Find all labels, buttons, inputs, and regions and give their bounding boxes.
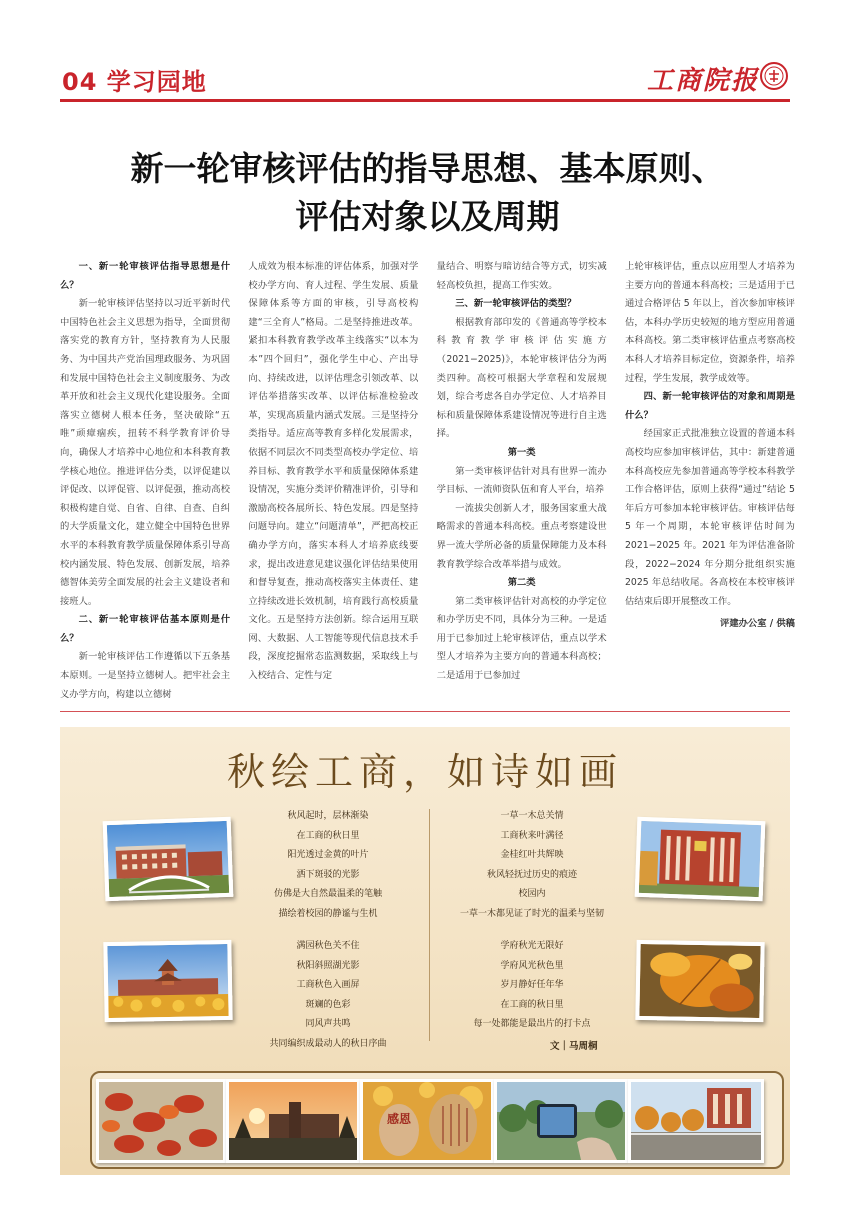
strip-photo-stone-tablet — [360, 1079, 494, 1163]
column-2 — [248, 258, 418, 704]
stone-inscription: 感恩 — [387, 1112, 412, 1126]
poem-line: 秋风起时，层林渐染 — [287, 811, 369, 821]
poem-line: 一草一木总关情 — [500, 811, 564, 821]
paragraph: 经国家正式批准独立设置的普通本科高校均应参加审核评估，其中：新建普通本科高校应先参加普通高等学校本科教学工作合格评估，原则上获得“通过”结论 5 年后方可参加本轮审核评估。审核评估每 5 年一个周期，本轮审核评估时间为 2021−2025 年。2021 年为评估准备阶段，2022−2024 年分期分批组织实施 2025 年总结收尾。各高校在本校审核评估结束后即开展整改工作。 — [624, 428, 795, 607]
poem-line: 每一处都能是最出片的打卡点 — [473, 1019, 591, 1030]
poem-divider — [429, 809, 430, 1041]
title-line-1: 新一轮审核评估的指导思想、基本原则、 — [130, 149, 725, 188]
strip-photo-phone-shot — [494, 1079, 628, 1163]
poem-line: 斑斓的色彩 — [305, 999, 351, 1010]
column-4 — [625, 258, 795, 704]
poem-left-upper — [230, 807, 426, 925]
paragraph: 人成效为根本标准的评估体系，加强对学校办学方向、育人过程、学生发展、质量保障体系等方面的审核，引导高校构建“三全育人”格局。二是坚持推进改革。紧扣本科教育教学改革主线落实“以本为本”四个回归”，强化学生中心、产出导向、持续改进，以评估理念引领改革、以评估举措落实改革、以评估标准检验改革，实现高质量内涵式发展。三是坚持分类指导。适应高等教育多样化发展需求，依据不同层次不同类型高校办学定位、培养目标、教育教学水平和质量保障体系建设情况，实施分类评价精准评价，引导和激励高校各展所长、特色发展。四是坚持问题导向。建立“问题清单”，严把高校正确办学方向，落实本科人才培养底线要求，提出改进意见建议强化评估结果使用和督导复查，推动高校落实主体责任、建立持续改进长效机制，培育践行高校质量文化。五是坚持方法创新。综合运用互联网、大数据、人工智能等现代信息技术手段，深度挖掘常态监测数据，采取线上与入校结合、定性与定 — [248, 261, 419, 682]
poem-line: 秋阳斜照湖光影 — [296, 960, 360, 971]
photo-red-building — [635, 817, 766, 901]
section-divider — [60, 711, 790, 712]
poem-right-upper — [434, 807, 630, 925]
poem-author: 文｜马周桐 — [550, 1041, 598, 1052]
photo-autumn-leaves — [635, 940, 764, 1022]
poem-line: 共同编织成最动人的秋日序曲 — [269, 1038, 387, 1049]
poem-line: 描绘着校园的静谧与生机 — [278, 908, 378, 919]
subheading-type-2: 第二类 — [507, 577, 536, 589]
poem-line: 工商秋来叶满径 — [500, 830, 564, 841]
heading-objects-and-cycle: 四、新一轮审核评估的对象和周期是什么？ — [624, 391, 795, 421]
poem-line: 同风声共鸣 — [305, 1019, 351, 1030]
strip-photo-sunset-campus — [226, 1079, 360, 1163]
poem-line: 金桂红叶共辉映 — [500, 850, 564, 861]
heading-evaluation-types: 三、新一轮审核评估的类型？ — [455, 298, 577, 310]
column-3 — [437, 258, 607, 704]
photo-pagoda-flowers — [103, 940, 232, 1022]
paragraph: 量结合、明察与暗访结合等方式，切实减轻高校负担，提高工作实效。 — [436, 261, 607, 291]
title-line-2: 评估对象以及周期 — [295, 197, 560, 236]
header-rule — [60, 99, 790, 102]
paragraph: 根据教育部印发的《普通高等学校本科教育教学审核评估实施方（2021−2025)》，本轮审核评估分为两类四种。高校可根据大学章程和发展规划，综合考虑各自办学定位、人才培养目标和质量保障体系建设情况等进行自主选择。 — [436, 316, 607, 440]
column-1 — [60, 258, 230, 704]
poem-right-lower — [434, 937, 630, 1035]
poem-line: 在工商的秋日里 — [500, 999, 564, 1010]
strip-photo-red-leaves — [96, 1079, 226, 1163]
paragraph: 新一轮审核评估工作遵循以下五条基本原则。一是坚持立德树人。把牢社会主义办学方向，构建以立德树 — [60, 651, 230, 700]
newspaper-brand: 工商院报 — [646, 66, 759, 96]
autumn-poster — [60, 727, 790, 1175]
subheading-type-1: 第一类 — [507, 446, 536, 458]
paragraph: 第一类审核评估针对具有世界一流办学目标、一流师资队伍和育人平台，培养 — [436, 465, 607, 496]
poem-line: 仿佛是大自然最温柔的笔触 — [273, 889, 382, 900]
poem-line: 一草一木都见证了时光的温柔与坚韧 — [459, 908, 604, 919]
section-label: 04 学习园地 — [62, 68, 207, 96]
poem-line: 工商秋色入画屏 — [296, 980, 360, 991]
heading-basic-principles: 二、新一轮审核评估基本原则是什么？ — [60, 614, 230, 644]
poem-line: 校园内 — [518, 889, 546, 900]
poem-line: 满园秋色关不住 — [296, 941, 360, 951]
paragraph: 第二类审核评估针对高校的办学定位和办学历史不同，具体分为三种。一是适用于已参加过上轮审核评估，重点以学术型人才培养为主要方向的普通本科高校；二是适用于已参加过 — [436, 595, 607, 682]
poem-line: 学府秋光无限好 — [500, 941, 564, 951]
article-title — [60, 145, 795, 241]
poem-left-lower — [230, 937, 426, 1055]
article-byline: 评建办公室 / 供稿 — [720, 618, 795, 630]
school-seal-icon — [760, 62, 788, 90]
paragraph: 一流拔尖创新人才，服务国家重大战略需求的普通本科高校。重点考察建设世界一流大学所必备的质量保障能力及本科教育教学综合改革举措与成效。 — [436, 502, 607, 570]
paragraph: 新一轮审核评估坚持以习近平新时代中国特色社会主义思想为指导，全面贯彻落实党的教育方针，坚持教育为人民服务、为中国共产党治国理政服务、为巩固和发展中国特色社会主义制度服务、为改革开放和社会主义现代化建设服务。全面落实立德树人根本任务，坚决破除“五唯”顽瘴痼疾，扭转不科学教育评价导向，确保人才培养中心地位和本科教育教学核心地位。推进评估分类，以评促建以评促改、以评促管、以评促强，推动高校积极构建自觉、自省、自律、自查、自纠的大学质量文化，建立健全中国特色世界水平的本科教育教学质量保障体系引导高校内涵发展、特色发展、创新发展，培养德智体美劳全面发展的社会主义建设者和接班人。 — [60, 298, 230, 607]
strip-photo-autumn-road — [628, 1079, 764, 1163]
poem-line: 秋风轻抚过历史的痕迹 — [486, 869, 577, 880]
poem-line: 在工商的秋日里 — [296, 830, 360, 841]
heading-guiding-ideology: 一、新一轮审核评估指导思想是什么？ — [60, 261, 230, 291]
poster-title: 秋绘工商，如诗如画 — [226, 750, 623, 794]
poem-line: 岁月静好任年华 — [500, 980, 564, 991]
photo-campus-bridge — [103, 817, 234, 901]
poem-line: 阳光透过金黄的叶片 — [287, 850, 369, 861]
article-body — [60, 258, 795, 704]
paragraph: 上轮审核评估，重点以应用型人才培养为主要方向的普通本科高校；三是适用于已通过合格评估 5 年以上，首次参加审核评估，本科办学历史较短的地方型应用普通本科高校。第二类审核评估重点考察高校本科人才培养目标定位，资源条件，培养过程，学生发展，教学成效等。 — [624, 261, 795, 384]
poem-line: 学府风光秋色里 — [500, 960, 564, 971]
poem-line: 洒下斑驳的光影 — [296, 869, 360, 880]
